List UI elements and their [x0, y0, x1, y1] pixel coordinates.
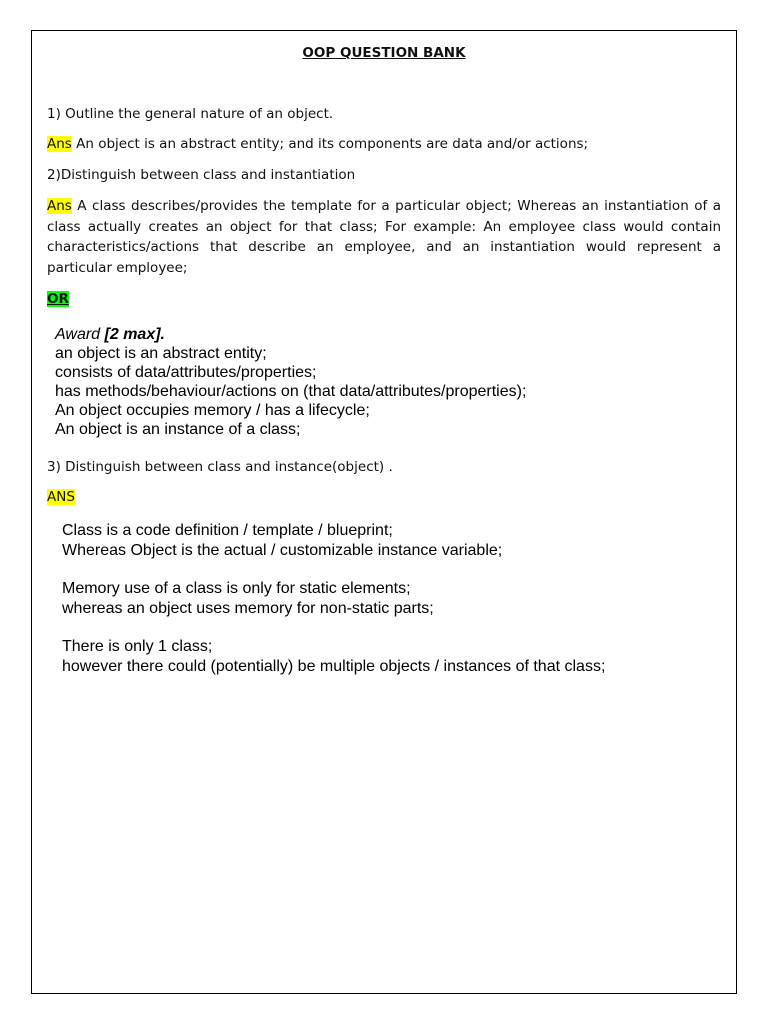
- award-line: An object is an instance of a class;: [55, 421, 301, 438]
- answer-3-line: There is only 1 class;: [62, 638, 213, 655]
- question-3: 3) Distinguish between class and instance(object) .: [47, 459, 393, 475]
- answer-3-label-row: [47, 487, 721, 508]
- award-line: an object is an abstract entity;: [55, 345, 267, 362]
- or-separator: [47, 289, 721, 310]
- answer-2: [47, 196, 721, 278]
- or-label: OR: [47, 291, 69, 307]
- answer-3-line: whereas an object uses memory for non-static parts;: [62, 599, 434, 617]
- award-line: has methods/behaviour/actions on (that data/attributes/properties);: [55, 383, 527, 400]
- answer-label: Ans: [47, 136, 72, 152]
- question-2: 2)Distinguish between class and instantiation: [47, 167, 356, 183]
- question-1: 1) Outline the general nature of an object.: [47, 106, 334, 122]
- award-heading: Award [2 max].: [55, 326, 165, 343]
- award-scan-block: [55, 325, 526, 439]
- award-line: An object occupies memory / has a lifecycle;: [55, 402, 370, 419]
- answer-3-line: Whereas Object is the actual / customizable instance variable;: [62, 541, 503, 559]
- answer-1-text: An object is an abstract entity; and its components are data and/or actions;: [71, 136, 589, 152]
- answer-3-scan-block: [62, 521, 605, 676]
- answer-3-line: Class is a code definition / template / blueprint;: [62, 522, 393, 539]
- answer-3-line: however there could (potentially) be multiple objects / instances of that class;: [62, 657, 606, 675]
- answer-3-line: Memory use of a class is only for static elements;: [62, 580, 411, 597]
- award-line: consists of data/attributes/properties;: [55, 364, 317, 381]
- page-title: OOP QUESTION BANK: [302, 45, 466, 61]
- answer-label: Ans: [47, 198, 72, 214]
- answer-label: ANS: [47, 489, 75, 505]
- answer-2-text: A class describes/provides the template for a particular object; Whereas an instantiation of a class actually creates an object for that class; For example: An employee class would contain characteristics/actions that describe an employee, and an instantiation would represent a particular employee;: [47, 198, 721, 276]
- answer-1: [47, 134, 721, 155]
